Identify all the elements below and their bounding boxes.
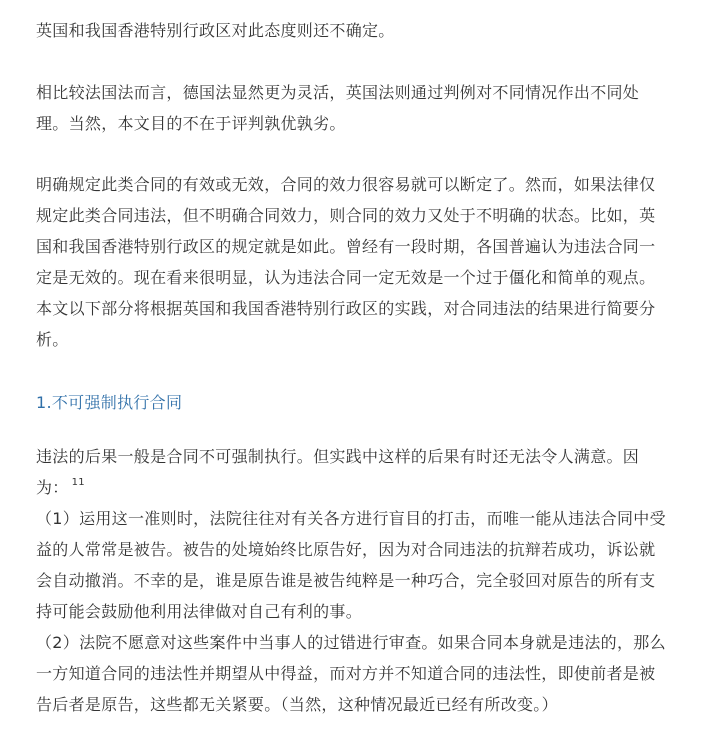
- text-line: 定是无效的。现在看来很明显，认为违法合同一定无效是一个过于僵化和简单的观点。: [36, 268, 656, 287]
- text-line: 规定此类合同违法，但不明确合同效力，则合同的效力又处于不明确的状态。比如，英: [36, 206, 656, 225]
- text-line: 英国和我国香港特别行政区对此态度则还不确定。: [36, 21, 395, 40]
- text-line: （2）法院不愿意对这些案件中当事人的过错进行审查。如果合同本身就是违法的，那么: [36, 633, 666, 652]
- text-line: 本文以下部分将根据英国和我国香港特别行政区的实践，对合同违法的结果进行简要分: [36, 299, 656, 318]
- text-line: 理。当然，本文目的不在于评判孰优孰劣。: [36, 114, 346, 133]
- text-line: 持可能会鼓励他利用法律做对自己有利的事。: [36, 602, 363, 621]
- text-line: 相比较法国法而言，德国法显然更为灵活，英国法则通过判例对不同情况作出不同处: [36, 83, 640, 102]
- paragraph-3: [36, 169, 684, 355]
- paragraph-1: [36, 15, 684, 46]
- text-line: 明确规定此类合同的有效或无效，合同的效力很容易就可以断定了。然而，如果法律仅: [36, 175, 656, 194]
- section-heading: 1.不可强制执行合同: [36, 393, 183, 412]
- paragraph-4: [36, 441, 684, 503]
- text-line: （1）运用这一准则时，法院往往对有关各方进行盲目的打击，而唯一能从违法合同中受: [36, 509, 666, 528]
- text-line: 违法的后果一般是合同不可强制执行。但实践中这样的后果有时还无法令人满意。因: [36, 447, 640, 466]
- text-line: 会自动撤消。不幸的是，谁是原告谁是被告纯粹是一种巧合，完全驳回对原告的所有支: [36, 571, 656, 590]
- text-line: 益的人常常是被告。被告的处境始终比原告好，因为对合同违法的抗辩若成功，诉讼就: [36, 540, 656, 559]
- paragraph-2: [36, 77, 684, 139]
- text-line-with-footnote: [36, 472, 684, 503]
- text-fragment: 为：: [36, 478, 69, 497]
- text-line: 一方知道合同的违法性并期望从中得益，而对方并不知道合同的违法性，即使前者是被: [36, 664, 656, 683]
- text-line: 告后者是原告，这些都无关紧要。（当然，这种情况最近已经有所改变。）: [36, 695, 558, 714]
- paragraph-5: [36, 503, 684, 627]
- text-line: 国和我国香港特别行政区的规定就是如此。曾经有一段时期，各国普遍认为违法合同一: [36, 237, 656, 256]
- text-line: 析。: [36, 330, 69, 349]
- footnote-reference[interactable]: 11: [71, 477, 85, 488]
- paragraph-6: [36, 627, 684, 720]
